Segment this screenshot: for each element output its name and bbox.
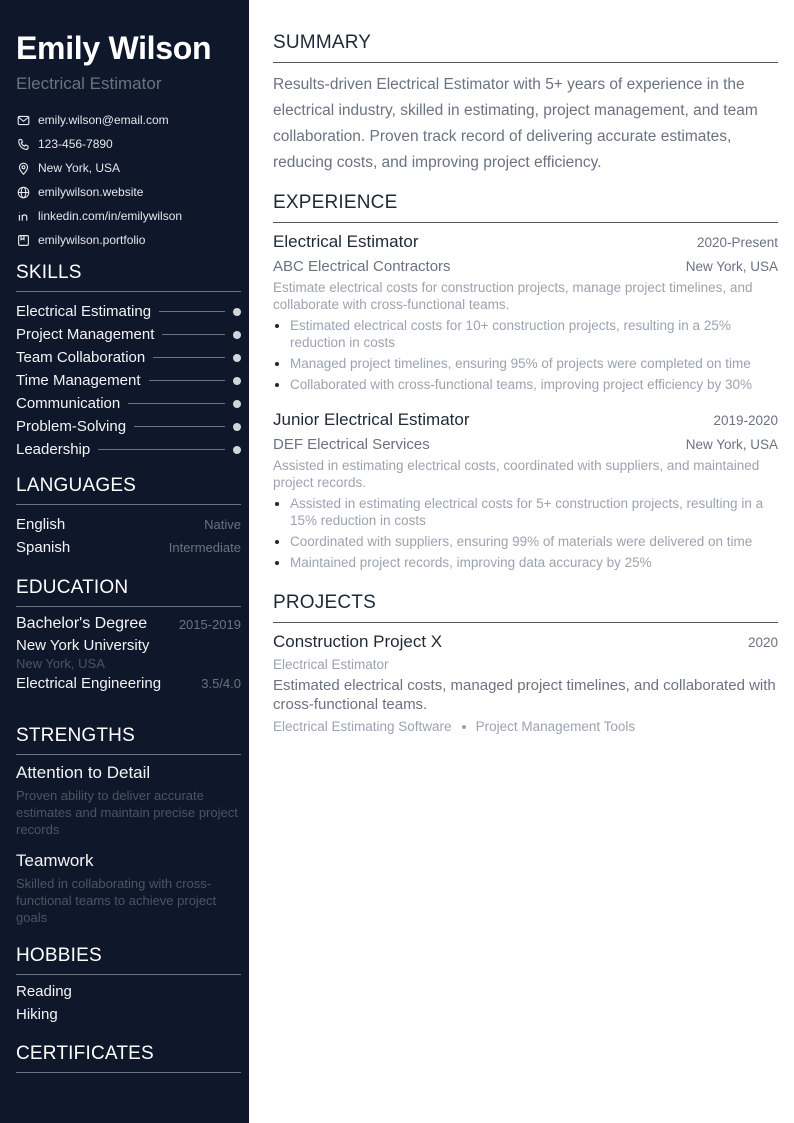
language-name: English <box>16 516 66 533</box>
candidate-role: Electrical Estimator <box>16 74 162 93</box>
summary-text: Results-driven Electrical Estimator with 5+ years of experience in the electrical industry, skilled in estimating, project management, and team collaboration. Proven track record of delivering accurate estimates, reducing costs, and improving project efficiency. <box>273 76 758 171</box>
skills-heading: SKILLS <box>16 262 241 292</box>
language-item <box>16 536 241 559</box>
skill-item <box>16 300 241 323</box>
education-entry <box>16 615 241 692</box>
job-location: New York, USA <box>685 259 778 274</box>
project-entry <box>273 632 778 734</box>
skill-line <box>128 403 225 404</box>
strength-desc: Skilled in collaborating with cross-functional teams to achieve project goals <box>16 876 217 925</box>
language-level: Intermediate <box>168 540 241 555</box>
contact-email-text: emily.wilson@email.com <box>38 113 169 127</box>
experience-entry <box>273 410 778 575</box>
contact-location-text: New York, USA <box>38 161 121 175</box>
job-dates: 2020-Present <box>696 235 778 250</box>
skill-dot <box>233 423 241 431</box>
achievement-item: Managed project timelines, ensuring 95% of projects were completed on time <box>273 355 778 372</box>
language-item <box>16 513 241 536</box>
certificates-heading: CERTIFICATES <box>16 1043 241 1073</box>
tag-separator <box>462 725 466 729</box>
project-tag: Project Management Tools <box>475 719 636 734</box>
skill-line <box>149 380 226 381</box>
skill-dot <box>233 400 241 408</box>
experience-heading: EXPERIENCE <box>273 192 778 223</box>
skill-label: Project Management <box>16 326 155 343</box>
hobby-item: Reading <box>16 983 72 1000</box>
project-title: Construction Project X <box>273 632 443 651</box>
summary-heading: SUMMARY <box>273 32 778 63</box>
achievement-item: Collaborated with cross-functional teams, improving project efficiency by 30% <box>273 376 778 393</box>
contact-location <box>16 156 241 180</box>
linkedin-icon <box>16 209 30 223</box>
job-company: ABC Electrical Contractors <box>273 258 451 275</box>
job-description: Estimate electrical costs for construction projects, manage project timelines, and collaborate with cross-functional teams. <box>273 280 753 312</box>
strength-item <box>16 851 241 926</box>
skill-item <box>16 323 241 346</box>
education-school: New York University <box>16 637 150 654</box>
location-pin-icon <box>16 161 30 175</box>
skill-label: Team Collaboration <box>16 349 146 366</box>
strength-item <box>16 763 241 838</box>
hobbies-list <box>16 983 241 1029</box>
skill-dot <box>233 308 241 316</box>
hobby-item: Hiking <box>16 1006 58 1023</box>
achievement-item: Coordinated with suppliers, ensuring 99% of materials were delivered on time <box>273 533 778 550</box>
education-degree: Bachelor's Degree <box>16 615 148 632</box>
job-achievements <box>273 495 778 571</box>
skill-dot <box>233 331 241 339</box>
projects-heading: PROJECTS <box>273 592 778 623</box>
skill-item <box>16 392 241 415</box>
skill-item <box>16 415 241 438</box>
contact-phone[interactable] <box>16 132 241 156</box>
contact-website[interactable] <box>16 180 241 204</box>
achievement-item: Assisted in estimating electrical costs for 5+ construction projects, resulting in a 15% reduction in costs <box>273 495 778 529</box>
skill-line <box>98 449 225 450</box>
hobbies-heading: HOBBIES <box>16 945 241 975</box>
strength-desc: Proven ability to deliver accurate estimates and maintain precise project records <box>16 788 238 837</box>
email-icon <box>16 113 30 127</box>
skill-item <box>16 346 241 369</box>
project-year: 2020 <box>747 635 778 650</box>
skill-label: Time Management <box>16 372 141 389</box>
education-field: Electrical Engineering <box>16 675 162 692</box>
phone-icon <box>16 137 30 151</box>
job-dates: 2019-2020 <box>713 413 778 428</box>
skill-dot <box>233 446 241 454</box>
skill-label: Problem-Solving <box>16 418 127 435</box>
job-location: New York, USA <box>685 437 778 452</box>
project-role: Electrical Estimator <box>273 657 389 672</box>
skill-dot <box>233 354 241 362</box>
experience-entry <box>273 232 778 397</box>
contact-linkedin-text: linkedin.com/in/emilywilson <box>38 209 183 223</box>
strengths-heading: STRENGTHS <box>16 725 241 755</box>
job-company: DEF Electrical Services <box>273 436 430 453</box>
job-title: Junior Electrical Estimator <box>273 410 470 429</box>
contact-linkedin[interactable] <box>16 204 241 228</box>
candidate-name: Emily Wilson <box>16 30 212 66</box>
strength-title: Attention to Detail <box>16 763 151 782</box>
contact-website-text: emilywilson.website <box>38 185 144 199</box>
languages-heading: LANGUAGES <box>16 475 241 505</box>
strength-title: Teamwork <box>16 851 94 870</box>
language-level: Native <box>204 517 241 532</box>
strengths-list <box>16 763 241 926</box>
project-tag: Electrical Estimating Software <box>273 719 452 734</box>
skill-line <box>153 357 225 358</box>
job-description: Assisted in estimating electrical costs, coordinated with suppliers, and maintained project records. <box>273 458 760 490</box>
contact-portfolio[interactable] <box>16 228 241 252</box>
job-achievements <box>273 317 778 393</box>
language-name: Spanish <box>16 539 71 556</box>
skill-item <box>16 438 241 461</box>
education-heading: EDUCATION <box>16 577 241 607</box>
skill-line <box>159 311 225 312</box>
achievement-item: Maintained project records, improving data accuracy by 25% <box>273 554 778 571</box>
job-title: Electrical Estimator <box>273 232 419 251</box>
skill-label: Leadership <box>16 441 91 458</box>
contact-portfolio-text: emilywilson.portfolio <box>38 233 146 247</box>
contact-list <box>16 108 241 252</box>
education-years: 2015-2019 <box>178 616 241 632</box>
skill-label: Communication <box>16 395 121 412</box>
project-description: Estimated electrical costs, managed project timelines, and collaborated with cross-functional teams. <box>273 677 776 713</box>
skills-list <box>16 300 241 461</box>
globe-icon <box>16 185 30 199</box>
contact-email[interactable] <box>16 108 241 132</box>
achievement-item: Estimated electrical costs for 10+ construction projects, resulting in a 25% reduction in costs <box>273 317 778 351</box>
skill-line <box>162 334 225 335</box>
education-gpa: 3.5/4.0 <box>201 676 241 691</box>
education-location: New York, USA <box>16 656 105 671</box>
languages-list <box>16 513 241 559</box>
skill-line <box>134 426 225 427</box>
contact-phone-text: 123-456-7890 <box>38 137 113 151</box>
skill-dot <box>233 377 241 385</box>
skill-item <box>16 369 241 392</box>
project-tags <box>273 719 778 734</box>
skill-label: Electrical Estimating <box>16 303 152 320</box>
sidebar <box>0 0 249 1123</box>
portfolio-icon <box>16 233 30 247</box>
